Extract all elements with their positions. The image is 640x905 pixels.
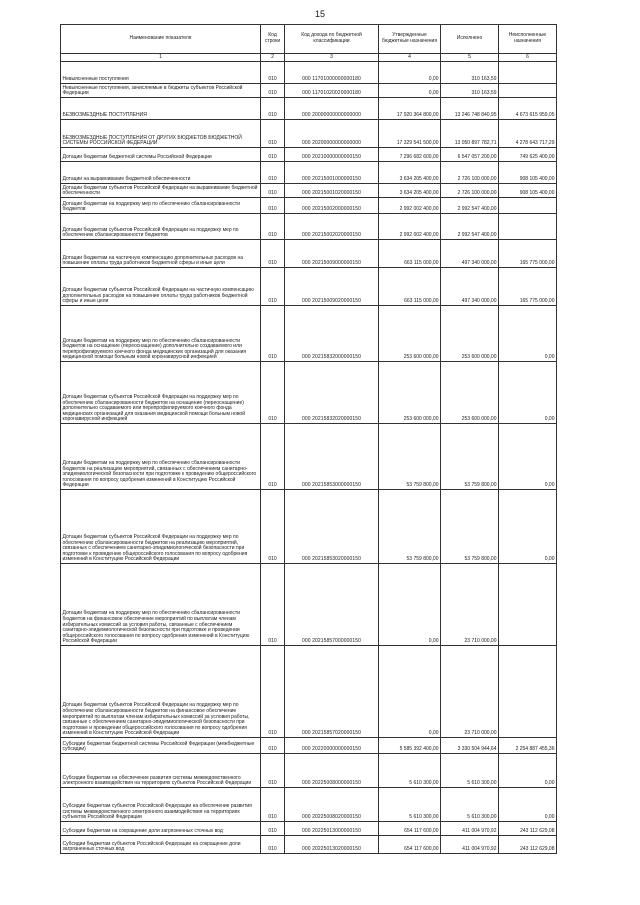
row-remaining — [499, 198, 557, 214]
row-code: 010 — [261, 162, 285, 184]
row-executed: 13 246 748 840,95 — [441, 98, 499, 120]
column-number: 2 — [261, 54, 285, 62]
row-name: Дотации бюджетам на поддержку мер по обеспечению сбалансированности бюджетов на реализацию мероприятий, связанных с обеспечением санитарно-эпидемиологической безопасности при подготовке к проведению общероссийского голосования по вопросу одобрения изменений в Конституцию Российской Федерации — [61, 424, 261, 490]
table-row — [61, 306, 557, 362]
row-remaining: 243 112 629,08 — [499, 822, 557, 836]
row-income-code: 000 20215857020000150 — [285, 646, 379, 738]
row-name: Дотации бюджетам субъектов Российской Федерации на частичную компенсацию дополнительных расходов на повышение оплаты труда работников бюджетной сферы и иные цели — [61, 268, 261, 306]
column-numbers-row — [61, 54, 557, 62]
row-remaining — [499, 84, 557, 98]
row-income-code: 000 20215853020000150 — [285, 490, 379, 564]
row-name: БЕЗВОЗМЕЗДНЫЕ ПОСТУПЛЕНИЯ ОТ ДРУГИХ БЮДЖЕТОВ БЮДЖЕТНОЙ СИСТЕМЫ РОССИЙСКОЙ ФЕДЕРАЦИИ — [61, 120, 261, 148]
table-row — [61, 198, 557, 214]
row-name: Субсидии бюджетам субъектов Российской Федерации на обеспечение развития системы межведомственного электронного взаимодействия на территориях субъектов Российской Федерации — [61, 788, 261, 822]
row-approved: 5 585 392 400,00 — [379, 738, 441, 754]
row-name: Дотации бюджетам субъектов Российской Федерации на поддержку мер по обеспечению сбалансированности бюджетов на оснащение (переоснащение) дополнительно создаваемого или перепрофилируемого коечного фонда медицинских организаций для оказания медицинской помощи больным новой коронавирусной инфекцией — [61, 362, 261, 424]
row-code: 010 — [261, 268, 285, 306]
row-name: Невыясненные поступления, зачисляемые в бюджеты субъектов Российской Федерации — [61, 84, 261, 98]
table-row — [61, 162, 557, 184]
row-remaining: 749 625 400,00 — [499, 148, 557, 162]
row-name: Дотации бюджетам бюджетной системы Российской Федерации — [61, 148, 261, 162]
row-approved: 2 992 002 400,00 — [379, 214, 441, 240]
row-income-code: 000 20215001000000150 — [285, 162, 379, 184]
row-code: 010 — [261, 148, 285, 162]
row-code: 010 — [261, 120, 285, 148]
row-name: Дотации бюджетам на частичную компенсацию дополнительных расходов на повышение оплаты труда работников бюджетной сферы и иные цели — [61, 240, 261, 268]
row-executed: 2 992 547 400,00 — [441, 198, 499, 214]
row-approved: 663 115 000,00 — [379, 268, 441, 306]
row-executed: 23 710 000,00 — [441, 646, 499, 738]
row-code: 010 — [261, 754, 285, 788]
row-remaining: 908 105 400,00 — [499, 162, 557, 184]
row-executed: 53 759 800,00 — [441, 490, 499, 564]
table-row — [61, 184, 557, 198]
page-number: 15 — [314, 9, 325, 19]
row-code: 010 — [261, 84, 285, 98]
row-remaining: 165 775 000,00 — [499, 268, 557, 306]
table-row — [61, 836, 557, 854]
row-name: Дотации бюджетам субъектов Российской Федерации на поддержку мер по обеспечению сбалансированности бюджетов на финансовое обеспечение мероприятий по выплатам членам избирательных комиссий за условия работы, связанные с обеспечением санитарно-эпидемиологической безопасности при подготовке и проведении общероссийского голосования по вопросу одобрения изменений в Конституцию Российской Федерации — [61, 646, 261, 738]
header-executed: Исполнено — [441, 25, 499, 54]
row-remaining — [499, 646, 557, 738]
row-approved: 53 759 800,00 — [379, 424, 441, 490]
table-row — [61, 490, 557, 564]
table-row — [61, 646, 557, 738]
row-executed: 2 726 100 000,00 — [441, 162, 499, 184]
table-row — [61, 148, 557, 162]
row-executed: 310 163,59 — [441, 84, 499, 98]
row-code: 010 — [261, 62, 285, 84]
row-code: 010 — [261, 240, 285, 268]
row-approved: 17 920 364 800,00 — [379, 98, 441, 120]
row-approved: 2 992 002 400,00 — [379, 198, 441, 214]
table-row — [61, 268, 557, 306]
header-remaining: Неисполненные назначения — [499, 25, 557, 54]
table-row — [61, 564, 557, 646]
row-approved: 3 634 205 400,00 — [379, 184, 441, 198]
row-executed: 411 004 970,92 — [441, 822, 499, 836]
row-remaining: 2 254 887 455,36 — [499, 738, 557, 754]
row-executed: 2 726 100 000,00 — [441, 184, 499, 198]
row-approved: 0,00 — [379, 62, 441, 84]
table-row — [61, 424, 557, 490]
row-executed: 5 610 300,00 — [441, 754, 499, 788]
row-executed: 253 600 000,00 — [441, 362, 499, 424]
row-name: Невыясненные поступления — [61, 62, 261, 84]
row-remaining: 165 775 000,00 — [499, 240, 557, 268]
header-approved: Утвержденные бюджетные назначения — [379, 25, 441, 54]
row-remaining: 0,00 — [499, 424, 557, 490]
row-code: 010 — [261, 214, 285, 240]
row-income-code: 000 20215001020000150 — [285, 184, 379, 198]
budget-table — [60, 24, 557, 854]
header-name: Наименование показателя — [61, 25, 261, 54]
row-name: Субсидии бюджетам на сокращение доли загрязненных сточных вод — [61, 822, 261, 836]
table-row — [61, 822, 557, 836]
row-income-code: 000 20200000000000000 — [285, 120, 379, 148]
column-number: 6 — [499, 54, 557, 62]
row-income-code: 000 20215009020000150 — [285, 268, 379, 306]
row-approved: 253 600 000,00 — [379, 362, 441, 424]
row-approved: 654 117 600,00 — [379, 822, 441, 836]
row-approved: 53 759 800,00 — [379, 490, 441, 564]
row-remaining: 4 278 643 717,29 — [499, 120, 557, 148]
row-income-code: 000 20000000000000000 — [285, 98, 379, 120]
row-remaining — [499, 214, 557, 240]
row-remaining: 0,00 — [499, 490, 557, 564]
row-approved: 654 117 600,00 — [379, 836, 441, 854]
row-executed: 497 340 000,00 — [441, 268, 499, 306]
row-remaining: 4 673 615 959,05 — [499, 98, 557, 120]
row-name: Дотации на выравнивание бюджетной обеспеченности — [61, 162, 261, 184]
table-row — [61, 120, 557, 148]
row-income-code: 000 20225008020000150 — [285, 788, 379, 822]
row-name: БЕЗВОЗМЕЗДНЫЕ ПОСТУПЛЕНИЯ — [61, 98, 261, 120]
row-executed: 5 610 300,00 — [441, 788, 499, 822]
row-executed: 6 547 057 200,00 — [441, 148, 499, 162]
row-income-code: 000 20215002020000150 — [285, 214, 379, 240]
row-name: Дотации бюджетам субъектов Российской Федерации на поддержку мер по обеспечению сбалансированности бюджетов — [61, 214, 261, 240]
table-row — [61, 788, 557, 822]
row-income-code: 000 11701020020000180 — [285, 84, 379, 98]
row-remaining: 243 112 629,08 — [499, 836, 557, 854]
row-approved: 0,00 — [379, 646, 441, 738]
row-remaining — [499, 62, 557, 84]
row-executed: 53 759 800,00 — [441, 424, 499, 490]
table-row — [61, 98, 557, 120]
row-income-code: 000 20215853000000150 — [285, 424, 379, 490]
column-number: 1 — [61, 54, 261, 62]
row-name: Дотации бюджетам на поддержку мер по обеспечению сбалансированности бюджетов — [61, 198, 261, 214]
row-income-code: 000 20215857000000150 — [285, 564, 379, 646]
row-code: 010 — [261, 98, 285, 120]
row-approved: 5 610 300,00 — [379, 754, 441, 788]
header-row — [61, 25, 557, 54]
row-remaining: 0,00 — [499, 306, 557, 362]
row-executed: 253 600 000,00 — [441, 306, 499, 362]
row-income-code: 000 11701000000000180 — [285, 62, 379, 84]
row-income-code: 000 20225013000000150 — [285, 822, 379, 836]
row-income-code: 000 20215832020000150 — [285, 362, 379, 424]
row-code: 010 — [261, 564, 285, 646]
row-code: 010 — [261, 646, 285, 738]
row-executed: 13 050 897 782,71 — [441, 120, 499, 148]
row-remaining: 908 105 400,00 — [499, 184, 557, 198]
table-body — [61, 62, 557, 854]
row-name: Дотации бюджетам субъектов Российской Федерации на поддержку мер по обеспечению сбалансированности бюджетов на реализацию мероприятий, связанных с обеспечением санитарно-эпидемиологической безопасности при подготовке к проведению общероссийского голосования по вопросу одобрения изменений в Конституцию Российской Федерации — [61, 490, 261, 564]
column-number: 5 — [441, 54, 499, 62]
table-row — [61, 362, 557, 424]
row-approved: 663 115 000,00 — [379, 240, 441, 268]
row-income-code: 000 20220000000000150 — [285, 738, 379, 754]
row-approved: 253 600 000,00 — [379, 306, 441, 362]
header-income-code: Код дохода по бюджетной классификации — [285, 25, 379, 54]
row-name: Субсидии бюджетам субъектов Российской Федерации на сокращение доли загрязненных сточных вод — [61, 836, 261, 854]
row-executed: 23 710 000,00 — [441, 564, 499, 646]
row-approved: 0,00 — [379, 564, 441, 646]
column-number: 3 — [285, 54, 379, 62]
row-executed: 3 330 504 944,64 — [441, 738, 499, 754]
row-name: Дотации бюджетам на поддержку мер по обеспечению сбалансированности бюджетов на финансовое обеспечение мероприятий по выплатам членам избирательных комиссий за условия работы, связанные с обеспечением санитарно-эпидемиологической безопасности при подготовке и проведении общероссийского голосования по вопросу одобрения изменений в Конституцию Российской Федерации — [61, 564, 261, 646]
table-row — [61, 214, 557, 240]
row-code: 010 — [261, 306, 285, 362]
table-row — [61, 738, 557, 754]
table-row — [61, 62, 557, 84]
row-remaining: 0,00 — [499, 788, 557, 822]
row-executed: 310 163,59 — [441, 62, 499, 84]
column-number: 4 — [379, 54, 441, 62]
row-approved: 0,00 — [379, 84, 441, 98]
row-code: 010 — [261, 362, 285, 424]
row-code: 010 — [261, 822, 285, 836]
row-income-code: 000 20210000000000150 — [285, 148, 379, 162]
row-code: 010 — [261, 198, 285, 214]
row-code: 010 — [261, 490, 285, 564]
table-row — [61, 84, 557, 98]
row-code: 010 — [261, 836, 285, 854]
row-approved: 3 634 205 400,00 — [379, 162, 441, 184]
table-row — [61, 240, 557, 268]
row-approved: 7 296 682 600,00 — [379, 148, 441, 162]
row-executed: 411 004 970,92 — [441, 836, 499, 854]
row-income-code: 000 20215002000000150 — [285, 198, 379, 214]
row-approved: 5 610 300,00 — [379, 788, 441, 822]
row-remaining — [499, 564, 557, 646]
header-row-code: Код строки — [261, 25, 285, 54]
row-code: 010 — [261, 184, 285, 198]
row-income-code: 000 20225008000000150 — [285, 754, 379, 788]
row-income-code: 000 20225013020000150 — [285, 836, 379, 854]
row-name: Дотации бюджетам субъектов Российской Федерации на выравнивание бюджетной обеспеченности — [61, 184, 261, 198]
row-name: Субсидии бюджетам бюджетной системы Российской Федерации (межбюджетные субсидии) — [61, 738, 261, 754]
row-remaining: 0,00 — [499, 754, 557, 788]
row-income-code: 000 20215832000000150 — [285, 306, 379, 362]
row-code: 010 — [261, 424, 285, 490]
row-name: Субсидии бюджетам на обеспечение развития системы межведомственного электронного взаимодействия на территориях субъектов Российской Федерации — [61, 754, 261, 788]
row-code: 010 — [261, 738, 285, 754]
row-income-code: 000 20215009000000150 — [285, 240, 379, 268]
row-remaining: 0,00 — [499, 362, 557, 424]
table-row — [61, 754, 557, 788]
row-approved: 17 329 541 500,00 — [379, 120, 441, 148]
row-name: Дотации бюджетам на поддержку мер по обеспечению сбалансированности бюджетов на оснащение (переоснащение) дополнительно создаваемого или перепрофилируемого коечного фонда медицинских организаций для оказания медицинской помощи больным новой коронавирусной инфекцией — [61, 306, 261, 362]
row-code: 010 — [261, 788, 285, 822]
row-executed: 2 992 547 400,00 — [441, 214, 499, 240]
row-executed: 497 340 000,00 — [441, 240, 499, 268]
